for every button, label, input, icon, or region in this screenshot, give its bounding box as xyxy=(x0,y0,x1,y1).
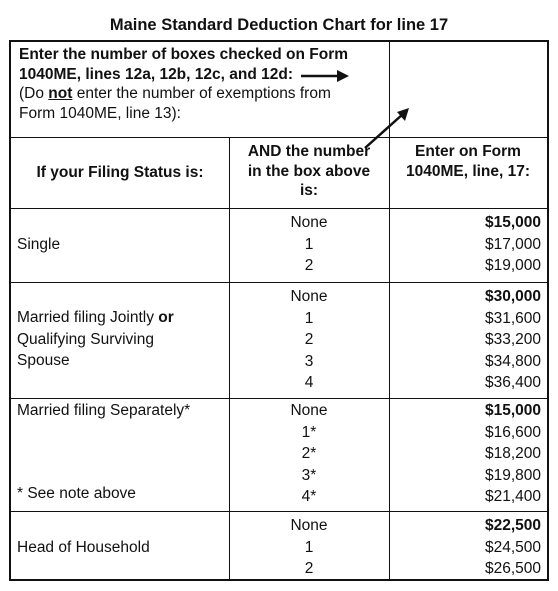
list-item: $24,500 xyxy=(484,538,541,556)
list-item: 1* xyxy=(301,423,317,441)
list-item: $34,800 xyxy=(484,352,541,370)
status-single: Single xyxy=(17,236,61,253)
intro-line-1: Enter the number of boxes checked on Form xyxy=(19,46,349,63)
list-item: $19,000 xyxy=(484,257,541,274)
intro-line-2: 1040ME, lines 12a, 12b, 12c, and 12d: xyxy=(19,65,293,83)
status-married-separately: Married filing Separately* xyxy=(17,402,191,419)
intro-instructions xyxy=(19,45,389,123)
amounts-married-separately xyxy=(389,400,541,508)
list-item: 4* xyxy=(301,488,317,505)
header-number-in-box: AND the number in the box above is: xyxy=(247,143,371,199)
boxes-married-separately xyxy=(229,400,389,508)
boxes-head-of-household xyxy=(229,515,389,580)
status-married-jointly: Married filing Jointly or Qualifying Surviving Spouse xyxy=(17,309,174,369)
list-item: None xyxy=(290,517,328,534)
list-item: 1 xyxy=(304,538,314,556)
list-item: $16,600 xyxy=(484,423,541,441)
list-item: 2 xyxy=(304,257,314,274)
see-note-above: * See note above xyxy=(17,485,136,502)
list-item: $30,000 xyxy=(484,288,541,305)
list-item: $21,400 xyxy=(484,488,541,505)
list-item: $17,000 xyxy=(484,235,541,253)
amounts-head-of-household xyxy=(389,515,541,580)
list-item: 1 xyxy=(304,235,314,253)
chart-title: Maine Standard Deduction Chart for line 17 xyxy=(109,16,449,34)
status-head-of-household: Head of Household xyxy=(17,539,150,556)
list-item: $19,800 xyxy=(484,466,541,484)
list-item: $15,000 xyxy=(484,214,541,231)
list-item: $31,600 xyxy=(484,309,541,327)
boxes-single xyxy=(229,212,389,277)
list-item: 1 xyxy=(304,309,314,327)
list-item: $36,400 xyxy=(484,374,541,391)
header-filing-status: If your Filing Status is: xyxy=(36,164,204,181)
divider-header-bottom xyxy=(11,208,547,209)
list-item: 2* xyxy=(301,445,317,462)
deduction-chart-table xyxy=(9,40,549,581)
list-item: 2 xyxy=(304,560,314,577)
list-item: 4 xyxy=(304,374,314,391)
amounts-married-jointly xyxy=(389,286,541,394)
intro-line-3-post: enter the number of exemptions from xyxy=(72,85,331,102)
divider-section-3 xyxy=(11,511,547,512)
boxes-married-jointly xyxy=(229,286,389,394)
divider-section-2 xyxy=(11,398,547,399)
intro-line-4: Form 1040ME, line 13): xyxy=(19,104,181,122)
list-item: None xyxy=(290,288,328,305)
list-item: $26,500 xyxy=(484,560,541,577)
arrow-right-icon xyxy=(301,68,349,80)
list-item: 2 xyxy=(304,331,314,348)
divider-section-1 xyxy=(11,282,547,283)
divider-intro-bottom xyxy=(11,137,547,138)
list-item: $18,200 xyxy=(484,445,541,462)
list-item: None xyxy=(290,402,328,419)
amounts-single xyxy=(389,212,541,277)
list-item: 3* xyxy=(301,466,317,484)
divider-top-vertical xyxy=(389,42,390,137)
intro-line-3-pre: (Do xyxy=(19,85,49,102)
list-item: $33,200 xyxy=(484,331,541,348)
list-item: $22,500 xyxy=(484,517,541,534)
list-item: 3 xyxy=(304,352,314,370)
intro-not-emphasis: not xyxy=(48,85,73,102)
list-item: None xyxy=(290,214,328,231)
list-item: $15,000 xyxy=(484,402,541,419)
header-enter-on-form: Enter on Form 1040ME, line, 17: xyxy=(405,143,531,180)
